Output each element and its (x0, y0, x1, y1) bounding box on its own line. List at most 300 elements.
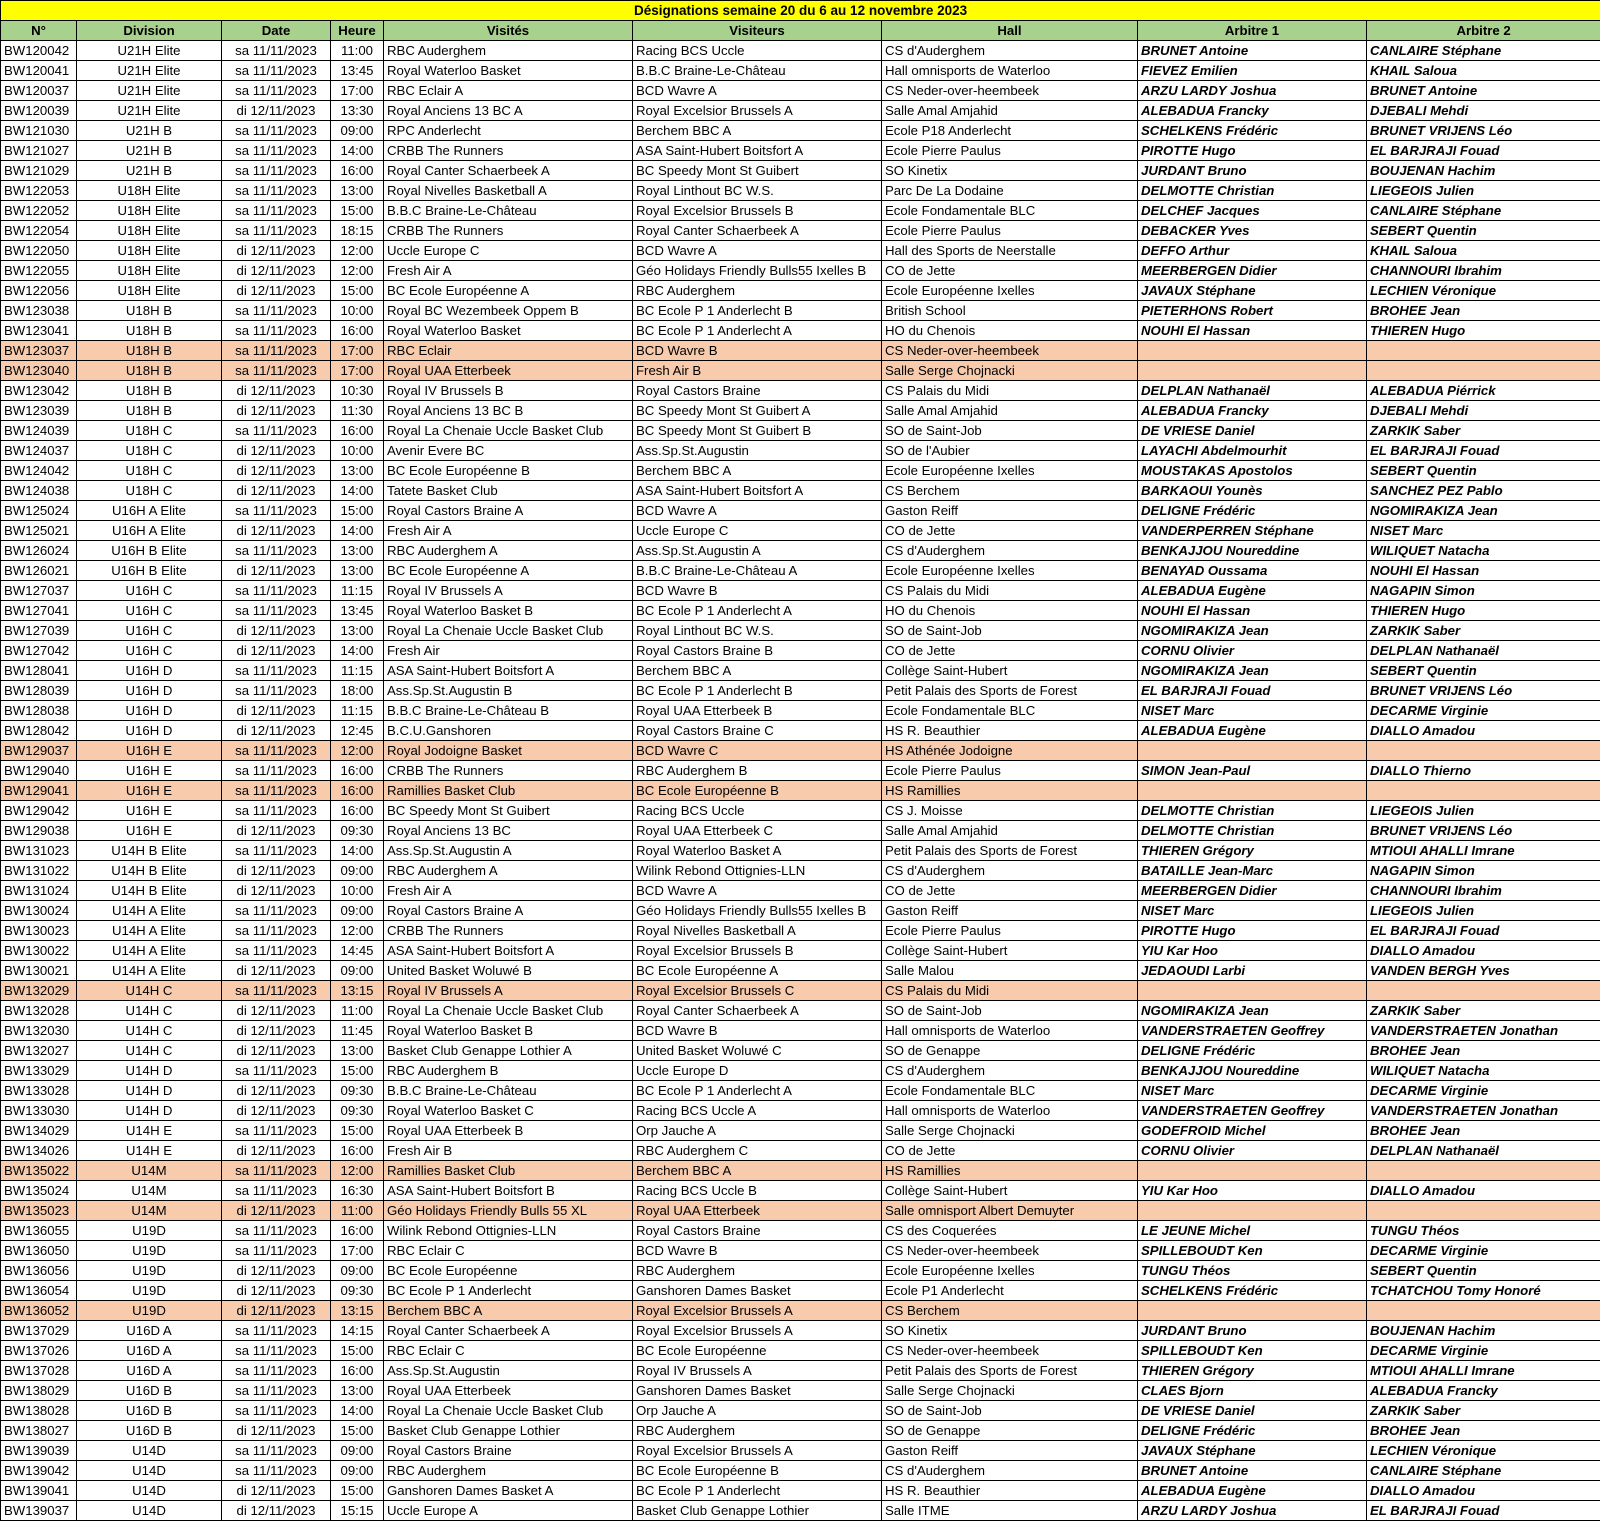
date-cell[interactable]: di 12/11/2023 (222, 441, 331, 461)
hall-cell[interactable]: SO de Saint-Job (882, 1401, 1138, 1421)
referee-1-cell[interactable]: TUNGU Théos (1138, 1261, 1367, 1281)
away-team-cell[interactable]: ASA Saint-Hubert Boitsfort A (633, 141, 882, 161)
time-cell[interactable]: 13:00 (331, 461, 384, 481)
header-hall[interactable]: Hall (882, 21, 1138, 41)
match-number-cell[interactable]: BW120039 (1, 101, 77, 121)
referee-1-cell[interactable]: PIROTTE Hugo (1138, 141, 1367, 161)
time-cell[interactable]: 11:15 (331, 661, 384, 681)
away-team-cell[interactable]: Racing BCS Uccle (633, 801, 882, 821)
match-number-cell[interactable]: BW134026 (1, 1141, 77, 1161)
referee-2-cell[interactable]: WILIQUET Natacha (1367, 1061, 1600, 1081)
referee-1-cell[interactable]: PIETERHONS Robert (1138, 301, 1367, 321)
home-team-cell[interactable]: Royal Anciens 13 BC A (384, 101, 633, 121)
date-cell[interactable]: sa 11/11/2023 (222, 1321, 331, 1341)
referee-1-cell[interactable]: EL BARJRAJI Fouad (1138, 681, 1367, 701)
away-team-cell[interactable]: BC Ecole Européenne B (633, 781, 882, 801)
match-number-cell[interactable]: BW127042 (1, 641, 77, 661)
division-cell[interactable]: U21H Elite (77, 81, 222, 101)
referee-2-cell[interactable]: DECARME Virginie (1367, 1241, 1600, 1261)
division-cell[interactable]: U18H Elite (77, 221, 222, 241)
home-team-cell[interactable]: CRBB The Runners (384, 921, 633, 941)
match-number-cell[interactable]: BW139037 (1, 1501, 77, 1521)
referee-1-cell[interactable]: NOUHI El Hassan (1138, 321, 1367, 341)
match-number-cell[interactable]: BW123038 (1, 301, 77, 321)
time-cell[interactable]: 15:00 (331, 1121, 384, 1141)
away-team-cell[interactable]: Royal Castors Braine C (633, 721, 882, 741)
time-cell[interactable]: 09:00 (331, 1461, 384, 1481)
away-team-cell[interactable]: BC Ecole Européenne B (633, 1461, 882, 1481)
time-cell[interactable]: 14:00 (331, 1401, 384, 1421)
home-team-cell[interactable]: Royal Canter Schaerbeek A (384, 161, 633, 181)
home-team-cell[interactable]: ASA Saint-Hubert Boitsfort A (384, 661, 633, 681)
hall-cell[interactable]: Gaston Reiff (882, 901, 1138, 921)
time-cell[interactable]: 12:00 (331, 241, 384, 261)
time-cell[interactable]: 13:00 (331, 1381, 384, 1401)
division-cell[interactable]: U16H E (77, 801, 222, 821)
match-number-cell[interactable]: BW136055 (1, 1221, 77, 1241)
time-cell[interactable]: 17:00 (331, 341, 384, 361)
referee-1-cell[interactable]: THIEREN Grégory (1138, 1361, 1367, 1381)
away-team-cell[interactable]: RBC Auderghem C (633, 1141, 882, 1161)
hall-cell[interactable]: Hall des Sports de Neerstalle (882, 241, 1138, 261)
time-cell[interactable]: 16:00 (331, 321, 384, 341)
time-cell[interactable]: 12:00 (331, 1161, 384, 1181)
division-cell[interactable]: U14H D (77, 1081, 222, 1101)
match-number-cell[interactable]: BW138029 (1, 1381, 77, 1401)
date-cell[interactable]: di 12/11/2023 (222, 1101, 331, 1121)
division-cell[interactable]: U14H D (77, 1101, 222, 1121)
referee-2-cell[interactable]: MTIOUI AHALLI Imrane (1367, 841, 1600, 861)
home-team-cell[interactable]: Royal UAA Etterbeek (384, 361, 633, 381)
referee-2-cell[interactable]: BROHEE Jean (1367, 1121, 1600, 1141)
home-team-cell[interactable]: Royal IV Brussels B (384, 381, 633, 401)
time-cell[interactable]: 15:00 (331, 201, 384, 221)
division-cell[interactable]: U14H A Elite (77, 921, 222, 941)
hall-cell[interactable]: British School (882, 301, 1138, 321)
time-cell[interactable]: 11:15 (331, 581, 384, 601)
date-cell[interactable]: sa 11/11/2023 (222, 341, 331, 361)
home-team-cell[interactable]: RBC Eclair (384, 341, 633, 361)
hall-cell[interactable]: Ecole Européenne Ixelles (882, 1261, 1138, 1281)
referee-1-cell[interactable]: ARZU LARDY Joshua (1138, 1501, 1367, 1521)
date-cell[interactable]: sa 11/11/2023 (222, 801, 331, 821)
division-cell[interactable]: U16H C (77, 581, 222, 601)
match-number-cell[interactable]: BW133030 (1, 1101, 77, 1121)
hall-cell[interactable]: Gaston Reiff (882, 501, 1138, 521)
match-number-cell[interactable]: BW132030 (1, 1021, 77, 1041)
referee-2-cell[interactable]: DELPLAN Nathanaël (1367, 641, 1600, 661)
match-number-cell[interactable]: BW125024 (1, 501, 77, 521)
match-number-cell[interactable]: BW135024 (1, 1181, 77, 1201)
match-number-cell[interactable]: BW139042 (1, 1461, 77, 1481)
referee-2-cell[interactable]: SEBERT Quentin (1367, 221, 1600, 241)
hall-cell[interactable]: CS d'Auderghem (882, 861, 1138, 881)
away-team-cell[interactable]: Wilink Rebond Ottignies-LLN (633, 861, 882, 881)
referee-2-cell[interactable]: MTIOUI AHALLI Imrane (1367, 1361, 1600, 1381)
hall-cell[interactable]: CO de Jette (882, 881, 1138, 901)
division-cell[interactable]: U14H C (77, 981, 222, 1001)
referee-1-cell[interactable]: CORNU Olivier (1138, 641, 1367, 661)
date-cell[interactable]: di 12/11/2023 (222, 1081, 331, 1101)
home-team-cell[interactable]: RBC Auderghem B (384, 1061, 633, 1081)
division-cell[interactable]: U16D B (77, 1381, 222, 1401)
time-cell[interactable]: 11:00 (331, 41, 384, 61)
referee-1-cell[interactable]: JEDAOUDI Larbi (1138, 961, 1367, 981)
home-team-cell[interactable]: Royal IV Brussels A (384, 581, 633, 601)
hall-cell[interactable]: Ecole Européenne Ixelles (882, 561, 1138, 581)
date-cell[interactable]: di 12/11/2023 (222, 461, 331, 481)
referee-2-cell[interactable] (1367, 341, 1600, 361)
hall-cell[interactable]: Salle Serge Chojnacki (882, 1381, 1138, 1401)
date-cell[interactable]: di 12/11/2023 (222, 1201, 331, 1221)
date-cell[interactable]: sa 11/11/2023 (222, 681, 331, 701)
date-cell[interactable]: di 12/11/2023 (222, 861, 331, 881)
header-time[interactable]: Heure (331, 21, 384, 41)
hall-cell[interactable]: Salle ITME (882, 1501, 1138, 1521)
away-team-cell[interactable]: Royal Excelsior Brussels A (633, 1321, 882, 1341)
time-cell[interactable]: 14:15 (331, 1321, 384, 1341)
date-cell[interactable]: di 12/11/2023 (222, 961, 331, 981)
division-cell[interactable]: U14H D (77, 1061, 222, 1081)
referee-1-cell[interactable]: NISET Marc (1138, 701, 1367, 721)
referee-1-cell[interactable]: DELIGNE Frédéric (1138, 1421, 1367, 1441)
home-team-cell[interactable]: Royal Anciens 13 BC B (384, 401, 633, 421)
date-cell[interactable]: sa 11/11/2023 (222, 1221, 331, 1241)
referee-2-cell[interactable]: CANLAIRE Stéphane (1367, 41, 1600, 61)
division-cell[interactable]: U18H Elite (77, 261, 222, 281)
date-cell[interactable]: di 12/11/2023 (222, 821, 331, 841)
date-cell[interactable]: sa 11/11/2023 (222, 1161, 331, 1181)
date-cell[interactable]: di 12/11/2023 (222, 101, 331, 121)
match-number-cell[interactable]: BW130022 (1, 941, 77, 961)
home-team-cell[interactable]: CRBB The Runners (384, 761, 633, 781)
match-number-cell[interactable]: BW136054 (1, 1281, 77, 1301)
match-number-cell[interactable]: BW137028 (1, 1361, 77, 1381)
away-team-cell[interactable]: Royal Castors Braine (633, 381, 882, 401)
referee-1-cell[interactable] (1138, 361, 1367, 381)
home-team-cell[interactable]: RBC Auderghem (384, 1461, 633, 1481)
time-cell[interactable]: 18:15 (331, 221, 384, 241)
date-cell[interactable]: sa 11/11/2023 (222, 221, 331, 241)
referee-1-cell[interactable]: LE JEUNE Michel (1138, 1221, 1367, 1241)
date-cell[interactable]: sa 11/11/2023 (222, 1121, 331, 1141)
date-cell[interactable]: sa 11/11/2023 (222, 181, 331, 201)
referee-2-cell[interactable]: CHANNOURI Ibrahim (1367, 261, 1600, 281)
match-number-cell[interactable]: BW139041 (1, 1481, 77, 1501)
time-cell[interactable]: 09:00 (331, 861, 384, 881)
hall-cell[interactable]: CS d'Auderghem (882, 541, 1138, 561)
referee-2-cell[interactable]: DIALLO Thierno (1367, 761, 1600, 781)
referee-2-cell[interactable]: BRUNET VRIJENS Léo (1367, 681, 1600, 701)
date-cell[interactable]: sa 11/11/2023 (222, 941, 331, 961)
referee-1-cell[interactable] (1138, 341, 1367, 361)
time-cell[interactable]: 11:00 (331, 1001, 384, 1021)
referee-2-cell[interactable] (1367, 981, 1600, 1001)
division-cell[interactable]: U18H C (77, 421, 222, 441)
date-cell[interactable]: di 12/11/2023 (222, 261, 331, 281)
date-cell[interactable]: sa 11/11/2023 (222, 741, 331, 761)
match-number-cell[interactable]: BW122052 (1, 201, 77, 221)
division-cell[interactable]: U21H B (77, 141, 222, 161)
referee-1-cell[interactable] (1138, 781, 1367, 801)
home-team-cell[interactable]: Ganshoren Dames Basket A (384, 1481, 633, 1501)
referee-2-cell[interactable]: ALEBADUA Francky (1367, 1381, 1600, 1401)
home-team-cell[interactable]: Fresh Air A (384, 521, 633, 541)
date-cell[interactable]: sa 11/11/2023 (222, 81, 331, 101)
time-cell[interactable]: 16:00 (331, 761, 384, 781)
home-team-cell[interactable]: Fresh Air A (384, 881, 633, 901)
match-number-cell[interactable]: BW122056 (1, 281, 77, 301)
referee-1-cell[interactable]: DEBACKER Yves (1138, 221, 1367, 241)
hall-cell[interactable]: CS Palais du Midi (882, 381, 1138, 401)
referee-1-cell[interactable]: DEFFO Arthur (1138, 241, 1367, 261)
home-team-cell[interactable]: Tatete Basket Club (384, 481, 633, 501)
time-cell[interactable]: 13:00 (331, 621, 384, 641)
home-team-cell[interactable]: Royal La Chenaie Uccle Basket Club (384, 1401, 633, 1421)
hall-cell[interactable]: HO du Chenois (882, 321, 1138, 341)
time-cell[interactable]: 15:00 (331, 1421, 384, 1441)
time-cell[interactable]: 15:15 (331, 1501, 384, 1521)
away-team-cell[interactable]: BCD Wavre B (633, 1021, 882, 1041)
referee-1-cell[interactable]: SIMON Jean-Paul (1138, 761, 1367, 781)
referee-2-cell[interactable] (1367, 1301, 1600, 1321)
time-cell[interactable]: 09:30 (331, 1101, 384, 1121)
away-team-cell[interactable]: Royal UAA Etterbeek C (633, 821, 882, 841)
referee-1-cell[interactable]: YIU Kar Hoo (1138, 941, 1367, 961)
away-team-cell[interactable]: B.B.C Braine-Le-Château (633, 61, 882, 81)
hall-cell[interactable]: Ecole Fondamentale BLC (882, 701, 1138, 721)
match-number-cell[interactable]: BW130024 (1, 901, 77, 921)
division-cell[interactable]: U21H B (77, 121, 222, 141)
away-team-cell[interactable]: BC Speedy Mont St Guibert B (633, 421, 882, 441)
referee-1-cell[interactable]: MOUSTAKAS Apostolos (1138, 461, 1367, 481)
referee-1-cell[interactable]: NGOMIRAKIZA Jean (1138, 1001, 1367, 1021)
home-team-cell[interactable]: Géo Holidays Friendly Bulls 55 XL (384, 1201, 633, 1221)
home-team-cell[interactable]: Fresh Air B (384, 1141, 633, 1161)
home-team-cell[interactable]: BC Speedy Mont St Guibert (384, 801, 633, 821)
date-cell[interactable]: di 12/11/2023 (222, 1041, 331, 1061)
hall-cell[interactable]: Salle omnisport Albert Demuyter (882, 1201, 1138, 1221)
time-cell[interactable]: 12:45 (331, 721, 384, 741)
referee-2-cell[interactable] (1367, 741, 1600, 761)
away-team-cell[interactable]: RBC Auderghem (633, 1421, 882, 1441)
referee-1-cell[interactable]: ALEBADUA Francky (1138, 401, 1367, 421)
referee-2-cell[interactable]: BRUNET VRIJENS Léo (1367, 821, 1600, 841)
match-number-cell[interactable]: BW133029 (1, 1061, 77, 1081)
referee-2-cell[interactable]: DIALLO Amadou (1367, 941, 1600, 961)
time-cell[interactable]: 10:00 (331, 441, 384, 461)
match-number-cell[interactable]: BW128042 (1, 721, 77, 741)
home-team-cell[interactable]: Royal Jodoigne Basket (384, 741, 633, 761)
away-team-cell[interactable]: BC Ecole P 1 Anderlecht A (633, 1081, 882, 1101)
division-cell[interactable]: U18H B (77, 321, 222, 341)
home-team-cell[interactable]: Royal Canter Schaerbeek A (384, 1321, 633, 1341)
match-number-cell[interactable]: BW128039 (1, 681, 77, 701)
date-cell[interactable]: sa 11/11/2023 (222, 321, 331, 341)
hall-cell[interactable]: Ecole Pierre Paulus (882, 141, 1138, 161)
division-cell[interactable]: U14M (77, 1201, 222, 1221)
division-cell[interactable]: U18H B (77, 361, 222, 381)
referee-2-cell[interactable]: ZARKIK Saber (1367, 1001, 1600, 1021)
time-cell[interactable]: 16:00 (331, 1141, 384, 1161)
referee-2-cell[interactable]: TCHATCHOU Tomy Honoré (1367, 1281, 1600, 1301)
date-cell[interactable]: sa 11/11/2023 (222, 601, 331, 621)
date-cell[interactable]: sa 11/11/2023 (222, 901, 331, 921)
referee-1-cell[interactable]: BRUNET Antoine (1138, 1461, 1367, 1481)
time-cell[interactable]: 11:45 (331, 1021, 384, 1041)
division-cell[interactable]: U19D (77, 1281, 222, 1301)
away-team-cell[interactable]: BCD Wavre A (633, 881, 882, 901)
time-cell[interactable]: 16:00 (331, 781, 384, 801)
referee-2-cell[interactable]: THIEREN Hugo (1367, 601, 1600, 621)
home-team-cell[interactable]: RBC Auderghem A (384, 861, 633, 881)
date-cell[interactable]: sa 11/11/2023 (222, 541, 331, 561)
date-cell[interactable]: sa 11/11/2023 (222, 121, 331, 141)
referee-2-cell[interactable]: CANLAIRE Stéphane (1367, 1461, 1600, 1481)
match-number-cell[interactable]: BW135023 (1, 1201, 77, 1221)
division-cell[interactable]: U16D B (77, 1421, 222, 1441)
referee-1-cell[interactable]: VANDERSTRAETEN Geoffrey (1138, 1101, 1367, 1121)
home-team-cell[interactable]: Fresh Air A (384, 261, 633, 281)
date-cell[interactable]: sa 11/11/2023 (222, 161, 331, 181)
date-cell[interactable]: sa 11/11/2023 (222, 761, 331, 781)
referee-2-cell[interactable]: DJEBALI Mehdi (1367, 101, 1600, 121)
date-cell[interactable]: sa 11/11/2023 (222, 301, 331, 321)
division-cell[interactable]: U16H D (77, 721, 222, 741)
hall-cell[interactable]: CS Neder-over-heembeek (882, 1241, 1138, 1261)
division-cell[interactable]: U16H C (77, 621, 222, 641)
match-number-cell[interactable]: BW128038 (1, 701, 77, 721)
referee-1-cell[interactable]: CLAES Bjorn (1138, 1381, 1367, 1401)
away-team-cell[interactable]: Royal Nivelles Basketball A (633, 921, 882, 941)
hall-cell[interactable]: Ecole Fondamentale BLC (882, 1081, 1138, 1101)
division-cell[interactable]: U16H D (77, 701, 222, 721)
home-team-cell[interactable]: Royal Waterloo Basket C (384, 1101, 633, 1121)
home-team-cell[interactable]: United Basket Woluwé B (384, 961, 633, 981)
hall-cell[interactable]: CS d'Auderghem (882, 1061, 1138, 1081)
division-cell[interactable]: U18H B (77, 341, 222, 361)
home-team-cell[interactable]: Royal UAA Etterbeek B (384, 1121, 633, 1141)
date-cell[interactable]: sa 11/11/2023 (222, 1061, 331, 1081)
match-number-cell[interactable]: BW124042 (1, 461, 77, 481)
time-cell[interactable]: 10:00 (331, 881, 384, 901)
match-number-cell[interactable]: BW134029 (1, 1121, 77, 1141)
away-team-cell[interactable]: Royal Excelsior Brussels C (633, 981, 882, 1001)
referee-1-cell[interactable] (1138, 981, 1367, 1001)
date-cell[interactable]: sa 11/11/2023 (222, 141, 331, 161)
time-cell[interactable]: 16:30 (331, 1181, 384, 1201)
referee-2-cell[interactable]: LIEGEOIS Julien (1367, 801, 1600, 821)
time-cell[interactable]: 14:00 (331, 641, 384, 661)
date-cell[interactable]: di 12/11/2023 (222, 1281, 331, 1301)
time-cell[interactable]: 09:30 (331, 821, 384, 841)
date-cell[interactable]: sa 11/11/2023 (222, 1461, 331, 1481)
referee-1-cell[interactable]: SCHELKENS Frédéric (1138, 1281, 1367, 1301)
referee-2-cell[interactable]: LECHIEN Véronique (1367, 281, 1600, 301)
referee-2-cell[interactable]: ALEBADUA Piérrick (1367, 381, 1600, 401)
time-cell[interactable]: 15:00 (331, 281, 384, 301)
referee-1-cell[interactable]: BATAILLE Jean-Marc (1138, 861, 1367, 881)
referee-1-cell[interactable]: ALEBADUA Eugène (1138, 1481, 1367, 1501)
referee-1-cell[interactable]: DELCHEF Jacques (1138, 201, 1367, 221)
date-cell[interactable]: sa 11/11/2023 (222, 921, 331, 941)
hall-cell[interactable]: CS Neder-over-heembeek (882, 341, 1138, 361)
referee-2-cell[interactable]: EL BARJRAJI Fouad (1367, 141, 1600, 161)
referee-2-cell[interactable]: WILIQUET Natacha (1367, 541, 1600, 561)
away-team-cell[interactable]: Royal Excelsior Brussels B (633, 941, 882, 961)
hall-cell[interactable]: SO de l'Aubier (882, 441, 1138, 461)
date-cell[interactable]: sa 11/11/2023 (222, 1361, 331, 1381)
referee-2-cell[interactable]: CANLAIRE Stéphane (1367, 201, 1600, 221)
away-team-cell[interactable]: Racing BCS Uccle A (633, 1101, 882, 1121)
away-team-cell[interactable]: Royal Waterloo Basket A (633, 841, 882, 861)
time-cell[interactable]: 13:00 (331, 181, 384, 201)
referee-1-cell[interactable]: BENAYAD Oussama (1138, 561, 1367, 581)
date-cell[interactable]: sa 11/11/2023 (222, 41, 331, 61)
hall-cell[interactable]: HS R. Beauthier (882, 721, 1138, 741)
referee-1-cell[interactable] (1138, 1161, 1367, 1181)
hall-cell[interactable]: Ecole Pierre Paulus (882, 221, 1138, 241)
home-team-cell[interactable]: Berchem BBC A (384, 1301, 633, 1321)
division-cell[interactable]: U14H E (77, 1121, 222, 1141)
hall-cell[interactable]: Hall omnisports de Waterloo (882, 1101, 1138, 1121)
away-team-cell[interactable]: Géo Holidays Friendly Bulls55 Ixelles B (633, 261, 882, 281)
division-cell[interactable]: U14M (77, 1181, 222, 1201)
time-cell[interactable]: 09:30 (331, 1081, 384, 1101)
division-cell[interactable]: U16H E (77, 821, 222, 841)
referee-2-cell[interactable]: ZARKIK Saber (1367, 1401, 1600, 1421)
referee-1-cell[interactable]: ALEBADUA Eugène (1138, 721, 1367, 741)
referee-1-cell[interactable]: JURDANT Bruno (1138, 161, 1367, 181)
referee-1-cell[interactable]: BRUNET Antoine (1138, 41, 1367, 61)
hall-cell[interactable]: CO de Jette (882, 261, 1138, 281)
away-team-cell[interactable]: BC Ecole Européenne A (633, 961, 882, 981)
home-team-cell[interactable]: Royal IV Brussels A (384, 981, 633, 1001)
hall-cell[interactable]: Petit Palais des Sports de Forest (882, 841, 1138, 861)
match-number-cell[interactable]: BW137026 (1, 1341, 77, 1361)
match-number-cell[interactable]: BW133028 (1, 1081, 77, 1101)
away-team-cell[interactable]: Berchem BBC A (633, 1161, 882, 1181)
division-cell[interactable]: U16H A Elite (77, 501, 222, 521)
home-team-cell[interactable]: Royal Waterloo Basket B (384, 1021, 633, 1041)
away-team-cell[interactable]: Royal Excelsior Brussels A (633, 1301, 882, 1321)
referee-2-cell[interactable]: DELPLAN Nathanaël (1367, 1141, 1600, 1161)
home-team-cell[interactable]: RBC Eclair A (384, 81, 633, 101)
referee-2-cell[interactable]: EL BARJRAJI Fouad (1367, 921, 1600, 941)
referee-2-cell[interactable]: BOUJENAN Hachim (1367, 1321, 1600, 1341)
away-team-cell[interactable]: BCD Wavre A (633, 501, 882, 521)
home-team-cell[interactable]: B.C.U.Ganshoren (384, 721, 633, 741)
division-cell[interactable]: U14H A Elite (77, 901, 222, 921)
hall-cell[interactable]: Hall omnisports de Waterloo (882, 1021, 1138, 1041)
date-cell[interactable]: sa 11/11/2023 (222, 1341, 331, 1361)
division-cell[interactable]: U18H C (77, 441, 222, 461)
date-cell[interactable]: di 12/11/2023 (222, 621, 331, 641)
time-cell[interactable]: 13:00 (331, 541, 384, 561)
hall-cell[interactable]: Parc De La Dodaine (882, 181, 1138, 201)
date-cell[interactable]: sa 11/11/2023 (222, 841, 331, 861)
match-number-cell[interactable]: BW139039 (1, 1441, 77, 1461)
referee-1-cell[interactable]: JURDANT Bruno (1138, 1321, 1367, 1341)
match-number-cell[interactable]: BW132029 (1, 981, 77, 1001)
referee-2-cell[interactable]: LECHIEN Véronique (1367, 1441, 1600, 1461)
referee-1-cell[interactable]: DELPLAN Nathanaël (1138, 381, 1367, 401)
division-cell[interactable]: U16D B (77, 1401, 222, 1421)
home-team-cell[interactable]: CRBB The Runners (384, 221, 633, 241)
referee-1-cell[interactable] (1138, 1301, 1367, 1321)
referee-1-cell[interactable]: SCHELKENS Frédéric (1138, 121, 1367, 141)
referee-1-cell[interactable]: CORNU Olivier (1138, 1141, 1367, 1161)
